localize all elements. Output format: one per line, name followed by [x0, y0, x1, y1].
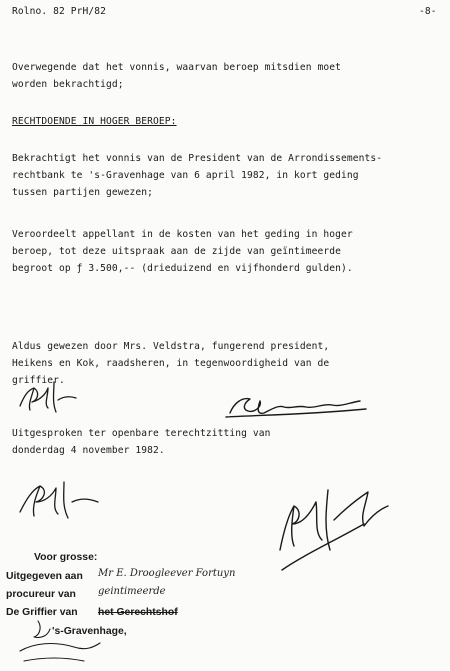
- signature-griffier: [220, 385, 370, 425]
- paragraph-4-line-2: Heikens en Kok, raadsheren, in tegenwoordigheid van de: [12, 358, 330, 369]
- paragraph-2-line-3: tussen partijen gewezen;: [12, 187, 154, 198]
- signature-scribble-3: [272, 480, 402, 580]
- paragraph-3-line-2: beroep, tot deze uitspraak aan de zijde van geïntimeerde: [12, 246, 342, 257]
- paragraph-1-line-2: worden bekrachtigd;: [12, 79, 124, 90]
- paragraph-2-line-2: rechtbank te 's-Gravenhage van 6 april 1982, in kort geding: [12, 170, 359, 181]
- paragraph-1-line-1: Overwegende dat het vonnis, waarvan beroep mitsdien moet: [12, 62, 342, 73]
- page-number: -8-: [419, 6, 437, 17]
- paragraph-5-line-2: donderdag 4 november 1982.: [12, 445, 165, 456]
- stamp-seal-scribble: [14, 617, 104, 667]
- paragraph-3-line-1: Veroordeelt appellant in de kosten van het geding in hoger: [12, 229, 353, 240]
- paragraph-3-line-3: begroot op ƒ 3.500,-- (drieduizend en vijfhonderd gulden).: [12, 263, 353, 274]
- stamp-uitgegeven-aan: Uitgegeven aan: [6, 571, 83, 582]
- paragraph-5-line-1: Uitgesproken ter openbare terechtzitting van: [12, 428, 271, 439]
- paragraph-4-line-3: griffier.: [12, 375, 65, 386]
- stamp-griffier-prefix: De Griffier van: [6, 607, 78, 618]
- stamp-griffier-struck: het Gerechtshof: [98, 607, 178, 618]
- signature-scribble-2: [14, 476, 104, 524]
- document-reference: Rolno. 82 PrH/82: [12, 6, 107, 17]
- stamp-location: 's-Gravenhage,: [52, 626, 127, 637]
- signature-scribble-1: [14, 378, 84, 418]
- handwritten-recipient: Mr E. Droogleever Fortuyn: [98, 568, 236, 579]
- stamp-procureur-van: procureur van: [6, 589, 76, 600]
- section-heading: RECHTDOENDE IN HOGER BEROEP:: [12, 116, 177, 127]
- paragraph-4-line-1: Aldus gewezen door Mrs. Veldstra, fungerend president,: [12, 341, 330, 352]
- handwritten-party: geintimeerde: [98, 586, 166, 597]
- paragraph-2-line-1: Bekrachtigt het vonnis van de President van de Arrondissements-: [12, 153, 383, 164]
- stamp-voor-grosse: Voor grosse:: [34, 552, 98, 563]
